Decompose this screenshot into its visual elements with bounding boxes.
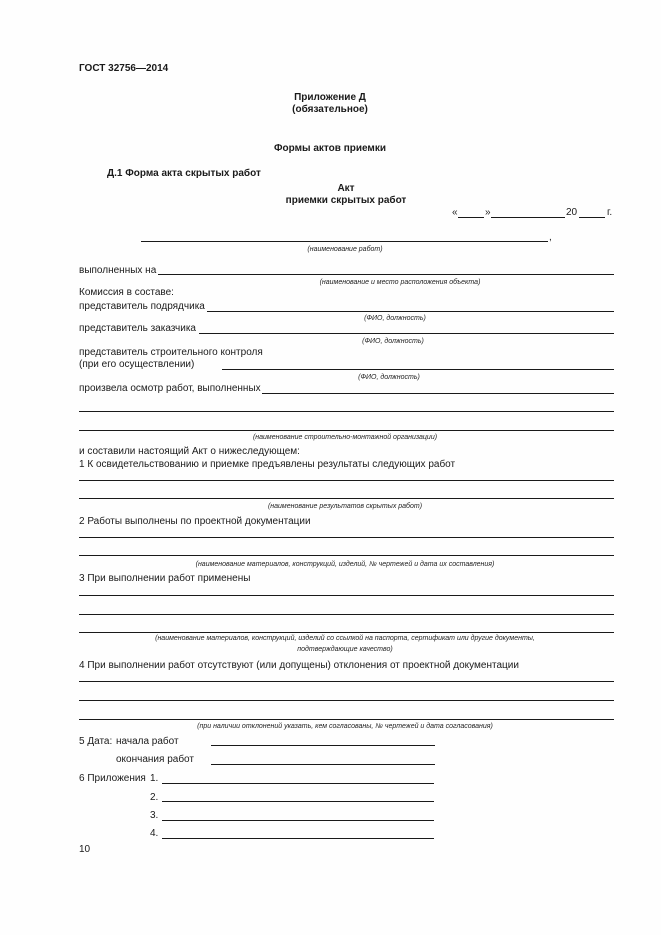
appendix-4-field[interactable] xyxy=(162,838,434,839)
date-open-quote: « xyxy=(452,207,458,218)
fio-caption-1: (ФИО, должность) xyxy=(364,315,426,322)
appendix-2-field[interactable] xyxy=(162,801,434,802)
contractor-label: представитель подрядчика xyxy=(79,301,205,312)
item1-caption: (наименование результатов скрытых работ) xyxy=(267,503,423,510)
item3-label: 3 При выполнении работ применены xyxy=(79,573,251,584)
date-day-field[interactable] xyxy=(458,217,484,218)
item2-caption: (наименование материалов, конструкций, изделий, № чертежей и дата их составления) xyxy=(195,561,495,568)
org-caption: (наименование строительно-монтажной организации) xyxy=(252,434,438,441)
performed-at-label: выполненных на xyxy=(79,265,157,276)
item1-label: 1 К освидетельствованию и приемке предъявлены результаты следующих работ xyxy=(79,459,456,470)
date-month-field[interactable] xyxy=(491,217,565,218)
item4-caption: (при наличии отклонений указать, кем согласованы, № чертежей и дата согласования) xyxy=(197,723,493,730)
start-label: начала работ xyxy=(116,736,179,747)
standard-number: ГОСТ 32756—2014 xyxy=(79,63,169,74)
item3-field-2[interactable] xyxy=(79,614,614,615)
inspection-field-1[interactable] xyxy=(262,393,614,394)
end-label: окончания работ xyxy=(116,754,194,765)
page-number: 10 xyxy=(79,844,91,855)
control-label-2: (при его осуществлении) xyxy=(79,359,195,370)
date-year-prefix: 20 xyxy=(566,207,578,218)
date-year-field[interactable] xyxy=(579,217,605,218)
item3-field-3[interactable] xyxy=(79,632,614,633)
item4-field-1[interactable] xyxy=(79,681,614,682)
comma: , xyxy=(549,232,552,243)
inspection-label: произвела осмотр работ, выполненных xyxy=(79,383,261,394)
appendix-status: (обязательное) xyxy=(292,104,368,115)
control-label-1: представитель строительного контроля xyxy=(79,347,263,358)
appendix-3-number: 3. xyxy=(150,810,159,821)
work-name-caption: (наименование работ) xyxy=(307,246,383,253)
fio-caption-2: (ФИО, должность) xyxy=(362,338,424,345)
item3-caption-1: (наименование материалов, конструкций, изделий со ссылкой на паспорта, сертификат или другие документы, xyxy=(155,635,535,642)
item1-field-2[interactable] xyxy=(79,498,614,499)
compiled-label: и составили настоящий Акт о нижеследующем: xyxy=(79,446,300,457)
item5-label: 5 Дата: xyxy=(79,736,113,747)
fio-caption-3: (ФИО, должность) xyxy=(358,374,420,381)
customer-label: представитель заказчика xyxy=(79,323,196,334)
item2-field-1[interactable] xyxy=(79,537,614,538)
item6-label: 6 Приложения xyxy=(79,773,146,784)
control-field[interactable] xyxy=(222,369,614,370)
date-year-suffix: г. xyxy=(607,207,613,218)
item3-field-1[interactable] xyxy=(79,595,614,596)
appendix-1-number: 1. xyxy=(150,773,159,784)
item4-field-3[interactable] xyxy=(79,719,614,720)
object-field[interactable] xyxy=(158,274,614,275)
item3-caption-2: подтверждающие качество) xyxy=(297,646,393,653)
work-name-field[interactable] xyxy=(141,241,548,242)
appendix-3-field[interactable] xyxy=(162,820,434,821)
contractor-field[interactable] xyxy=(207,311,614,312)
appendix-1-field[interactable] xyxy=(162,783,434,784)
item2-label: 2 Работы выполнены по проектной документации xyxy=(79,516,311,527)
appendix-4-number: 4. xyxy=(150,828,159,839)
inspection-field-2[interactable] xyxy=(79,411,614,412)
section-title: Формы актов приемки xyxy=(274,143,386,154)
subsection-title: Д.1 Форма акта скрытых работ xyxy=(107,168,261,179)
date-close-quote: » xyxy=(485,207,491,218)
item1-field-1[interactable] xyxy=(79,480,614,481)
customer-field[interactable] xyxy=(199,333,614,334)
inspection-field-3[interactable] xyxy=(79,430,614,431)
appendix-title: Приложение Д xyxy=(294,92,366,103)
commission-label: Комиссия в составе: xyxy=(79,287,174,298)
item2-field-2[interactable] xyxy=(79,555,614,556)
item4-label: 4 При выполнении работ отсутствуют (или допущены) отклонения от проектной документации xyxy=(79,660,519,671)
end-date-field[interactable] xyxy=(211,764,435,765)
act-title: Акт xyxy=(337,183,355,194)
act-subtitle: приемки скрытых работ xyxy=(285,195,407,206)
object-caption: (наименование и место расположения объекта) xyxy=(319,279,481,286)
start-date-field[interactable] xyxy=(211,745,435,746)
appendix-2-number: 2. xyxy=(150,792,159,803)
item4-field-2[interactable] xyxy=(79,700,614,701)
